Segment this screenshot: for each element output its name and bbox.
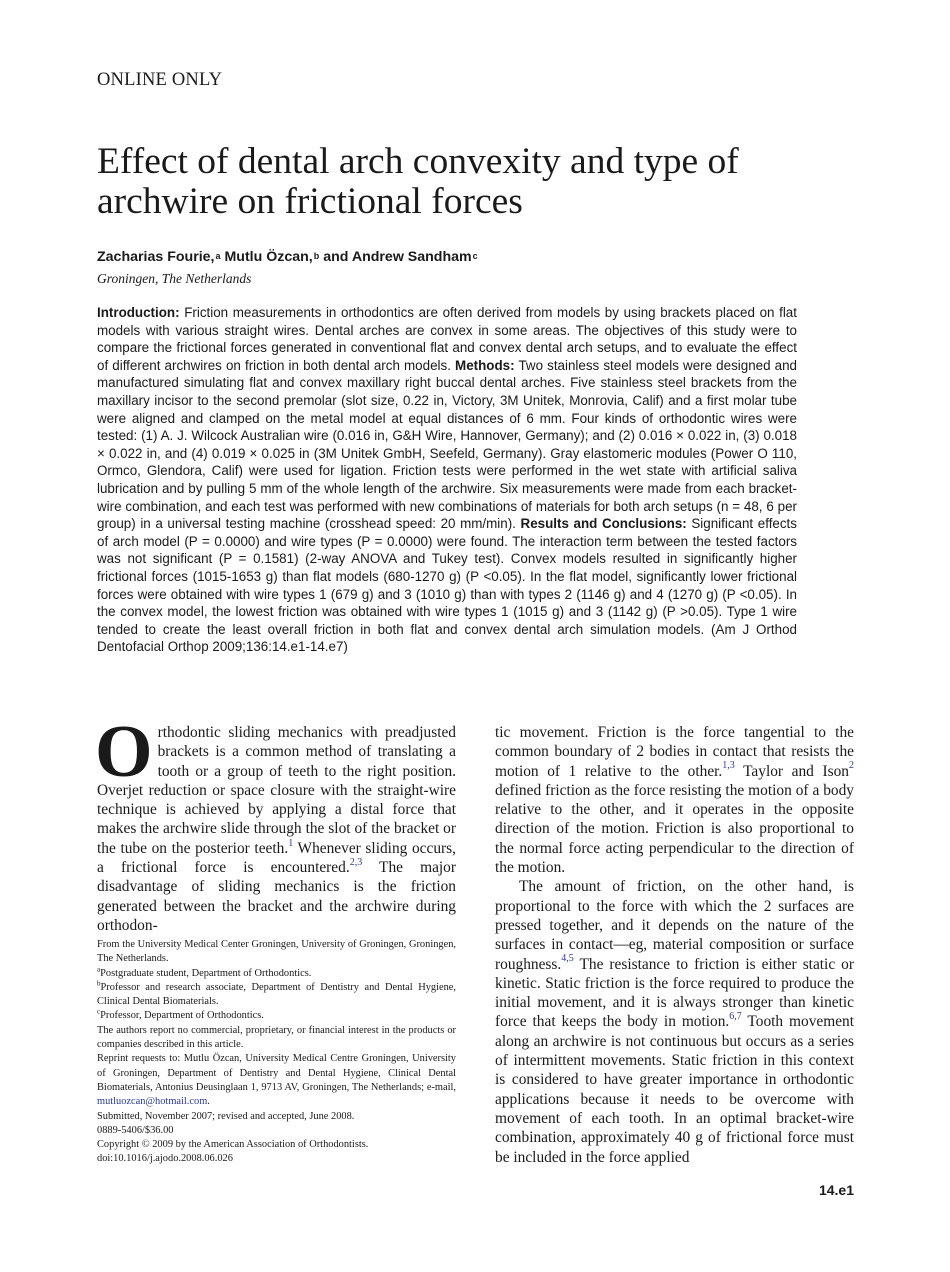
section-label: ONLINE ONLY [97, 70, 223, 90]
article-title: Effect of dental arch convexity and type of archwire on frictional forces [97, 141, 739, 222]
citation-ref[interactable]: 6,7 [729, 1011, 742, 1023]
footnote-text: Reprint requests to: Mutlu Özcan, University Medical Centre Groningen, University of Groningen, Department of Dentistry and Dental Hygiene, Clinical Dental Biomaterials, Antonius Deusinglaan 1, 9713 AV, Groningen, The Netherlands; e-mail, [97, 1053, 456, 1093]
body-text: Tooth movement along an archwire is not continuous but occurs as a series of intermittent movements. Static friction in this context is considered to have greater importance in orthodontic applications because it needs to be overcome with movement of each tooth. In an optimal bracket-wire combination, approximately 40 g of frictional force must be included in the force applied [495, 1013, 855, 1166]
abstract-methods-label: Methods: [455, 357, 515, 373]
page-number: 14.e1 [818, 1182, 854, 1198]
body-text: The resistance to friction is either static or kinetic. Static friction is the force required to produce the initial movement, and it is always stronger than kinetic force that keeps the body in motion. [495, 955, 854, 1031]
author-name: Zacharias Fourie, [97, 249, 215, 265]
body-text: Whenever sliding occurs, a frictional force is encountered. [97, 839, 456, 877]
author-affiliation-mark: a [215, 251, 221, 261]
body-text: The major disadvantage of sliding mechanics is the friction generated between the bracket and the archwire during orthodon- [97, 859, 456, 934]
citation-ref[interactable]: 4,5 [561, 953, 574, 965]
drop-cap: O [95, 711, 153, 793]
author-list [97, 249, 478, 265]
author-affiliation-mark: c [472, 251, 478, 261]
footnote-disclosure: The authors report no commercial, proprietary, or financial interest in the products or companies described in this article. [97, 1024, 456, 1051]
citation-ref[interactable]: 2,3 [349, 856, 363, 868]
body-column-left [95, 711, 456, 935]
email-link[interactable]: mutluozcan@hotmail.com [97, 1096, 208, 1108]
body-paragraph [495, 877, 854, 1166]
footnote-mark: b [97, 979, 101, 988]
body-text: rthodontic sliding mechanics with preadjusted brackets is a common method of translating a tooth or a group of teeth to the right position. Overjet reduction or space closure with the straight-wire technique is achieved by applying a distal force that makes the archwire slide through the slot of the bracket or the tube on the posterior teeth. [97, 724, 456, 857]
footnote-doi[interactable]: doi:10.1016/j.ajodo.2008.06.026 [97, 1153, 233, 1165]
footnote-author-a [97, 967, 456, 981]
footnote-author-b [97, 981, 456, 1010]
body-paragraph [95, 711, 456, 935]
body-text: defined friction as the force resisting the motion of a body relative to the other, and it operates in the opposite direction of the motion. Friction is also proportional to the normal force acting perpendicular to the direction of the motion. [495, 781, 854, 877]
footnote-mark: a [97, 965, 101, 974]
body-text: Taylor and Ison [734, 762, 849, 780]
footnote-text: Postgraduate student, Department of Orthodontics. [100, 967, 312, 979]
author-affiliation-mark: b [313, 251, 320, 261]
author-name: and Andrew Sandham [323, 249, 472, 265]
footnotes [97, 938, 456, 1167]
footnote-copyright: Copyright © 2009 by the American Association of Orthodontists. [97, 1139, 369, 1151]
body-paragraph [495, 723, 854, 877]
body-text: tic movement. Friction is the force tangential to the common boundary of 2 bodies in contact that resists the motion of 1 relative to the other. [495, 724, 854, 780]
footnote-institution: From the University Medical Center Groningen, University of Groningen, Groningen, The Netherlands. [97, 939, 456, 965]
abstract-results-label: Results and Conclusions: [520, 516, 687, 532]
author-name: Mutlu Özcan, [224, 249, 313, 265]
citation-ref[interactable]: 1,3 [722, 760, 735, 772]
abstract-results-text: Significant effects of arch model (P = 0.0000) and wire types (P = 0.0000) were found. The interaction term between the tested factors was not significant (P = 0.1581) (2-way ANOVA and Tukey test). Convex models resulted in significantly higher frictional forces (1015-1653 g) than flat models (680-1270 g) (P <0.05). In the flat model, significantly lower frictional forces were obtained with wire types 1 (679 g) and 3 (1010 g) than with types 2 (1146 g) and 4 (1270 g) (P <0.05). In the convex model, the lowest friction was obtained with wire types 1 (1015 g) and 3 (1142 g) (P >0.05). Type 1 wire tended to create the least overall friction in both flat and convex dental arch simulation models. (Am J Orthod Dentofacial Orthop 2009;136:14.e1-14.e7) [97, 516, 797, 655]
abstract [97, 304, 797, 656]
footnote-text: Professor and research associate, Department of Dentistry and Dental Hygiene, Clinical Dental Biomaterials. [97, 981, 456, 1008]
abstract-intro-label: Introduction: [97, 305, 180, 320]
citation-ref[interactable]: 1 [288, 837, 294, 849]
footnote-text: Professor, Department of Orthodontics. [100, 1010, 264, 1022]
abstract-intro-text: Friction measurements in orthodontics are often derived from models by using brackets placed on flat models with various straight wires. Dental arches are convex in some areas. The objectives of this study were to compare the frictional forces generated in conventional flat and convex dental arch setups, and to evaluate the effect of different archwires on friction in both dental arch models. [97, 305, 797, 373]
author-location: Groningen, The Netherlands [97, 271, 252, 286]
abstract-methods-text: Two stainless steel models were designed and manufactured simulating flat and convex maxillary right buccal dental arches. Five stainless steel brackets from the maxillary incisor to the second premolar (slot size, 0.22 in, Victory, 3M Unitek, Monrovia, Calif) and a first molar tube were aligned and clamped on the metal model at equal distances of 6 mm. Four kinds of orthodontic wires were tested: (1) A. J. Wilcock Australian wire (0.016 in, G&H Wire, Hannover, Germany); and (2) 0.016 × 0.022 in, (3) 0.018 × 0.022 in, and (4) 0.019 × 0.025 in (3M Unitek GmbH, Seefeld, Germany). Gray elastomeric modules (Power O 110, Ormco, Glendora, Calif) were used for ligation. Friction tests were performed in the wet state with artificial saliva lubrication and by pulling 5 mm of the whole length of the archwire. Six measurements were made from each bracket-wire combination, and each test was performed with new combinations of materials for both arch setups (n = 48, 6 per group) in a universal testing machine (crosshead speed: 20 mm/min). [97, 357, 797, 532]
body-text: The amount of friction, on the other hand, is proportional to the force with which the 2 surfaces are pressed together, and it depends on the nature of the surfaces in contact—eg, material composition or surface roughness. [495, 878, 854, 973]
footnote-submitted: Submitted, November 2007; revised and accepted, June 2008. [97, 1110, 355, 1122]
footnote-issn: 0889-5406/$36.00 [97, 1124, 174, 1136]
footnote-author-c [97, 1009, 456, 1023]
footnote-reprint: Reprint requests to: Mutlu Özcan, University Medical Centre Groningen, University of Groningen, Department of Dentistry and Dental Hygiene, Clinical Dental Biomaterials, Antonius Deusinglaan 1, 9713 AV, Groningen, The Netherlands; e-mail, mutluozcan@hotmail.com. [97, 1053, 456, 1108]
citation-ref[interactable]: 2 [849, 760, 854, 772]
footnote-mark: c [97, 1008, 101, 1017]
body-column-right [495, 723, 854, 1167]
